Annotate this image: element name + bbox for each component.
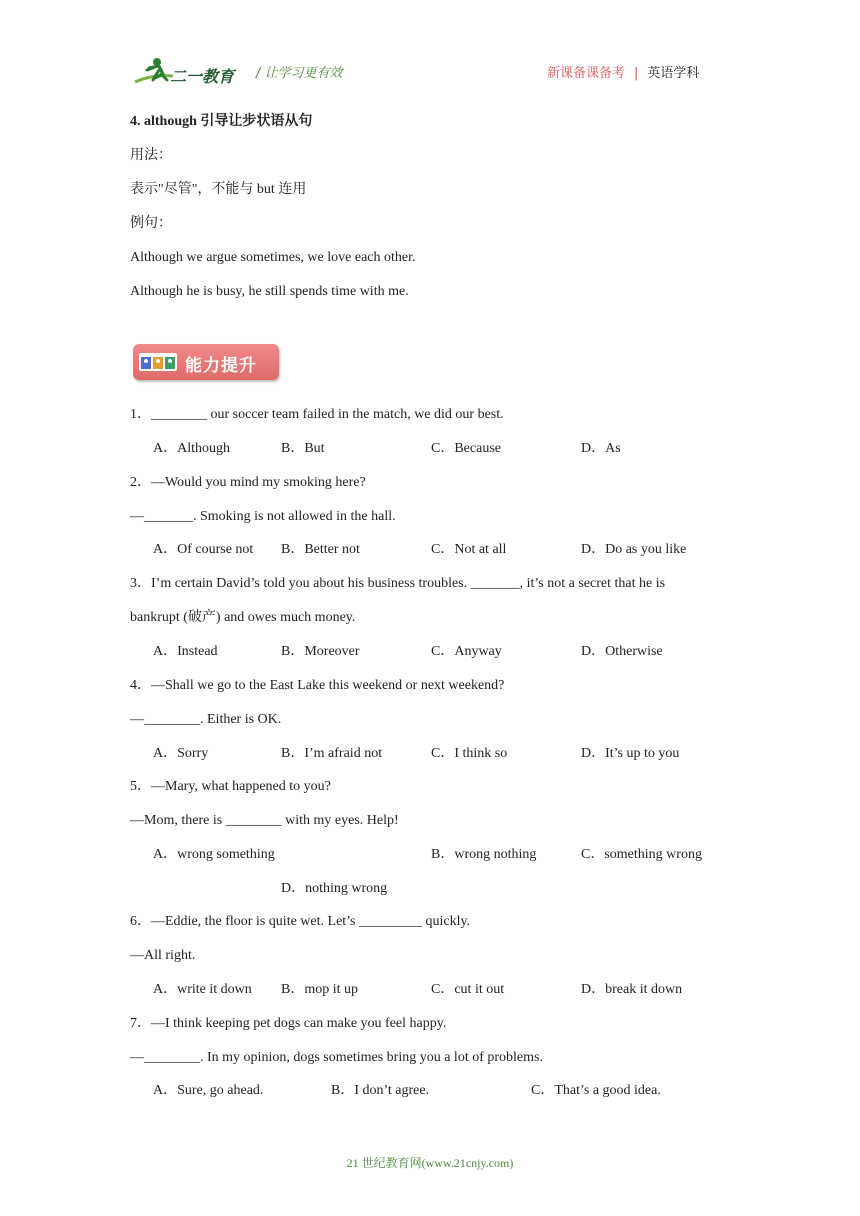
question-text: —________. In my opinion, dogs sometimes bring you a lot of problems. [130,1050,543,1065]
option: B．Moreover [281,644,360,659]
header-subject: 英语学科 [647,66,700,81]
question-text: —________. Either is OK. [130,712,282,727]
example-sentence: Although we argue sometimes, we love each other. [130,250,416,265]
option: A．Sure, go ahead. [153,1083,264,1098]
example-sentence: Although he is busy, he still spends time with me. [130,284,409,299]
option: C．Not at all [431,542,507,557]
option: B．wrong nothing [431,847,537,862]
option: A．Although [153,441,230,456]
section-badge-icon [139,353,177,371]
option: D．nothing wrong [281,881,388,896]
header-right [547,62,699,81]
page-footer: 21 世纪教育网(www.21cnjy.com) [346,1156,514,1170]
question-text: 2．—Would you mind my smoking here? [130,475,366,490]
question-text: 5．—Mary, what happened to you? [130,779,331,794]
question-text: —_______. Smoking is not allowed in the hall. [130,509,396,524]
header-divider: | [634,66,639,81]
option: A．Instead [153,644,218,659]
section-badge-label: 能力提升 [185,356,257,376]
header-slogan: / 让学习更有效 [256,66,343,81]
option: A．wrong something [153,847,275,862]
option: D．Otherwise [581,644,663,659]
option: B．Better not [281,542,360,557]
option: A．Of course not [153,542,254,557]
option: B．I don’t agree. [331,1083,430,1098]
option: C．Because [431,441,501,456]
question-text: 3．I’m certain David’s told you about his business troubles. _______, it’s not a secret that he is [130,576,666,591]
option: C．cut it out [431,982,505,997]
question-text: bankrupt (破产) and owes much money. [130,610,356,625]
usage-label: 用法： [130,148,172,163]
question-text: —All right. [130,948,196,963]
option: A．Sorry [153,746,209,761]
option: D．Do as you like [581,542,687,557]
option: C．That’s a good idea. [531,1083,661,1098]
option: C．Anyway [431,644,502,659]
question-text: 7．—I think keeping pet dogs can make you feel happy. [130,1016,447,1031]
question-text: 6．—Eddie, the floor is quite wet. Let’s _________ quickly. [130,914,471,929]
option: B．But [281,441,325,456]
option: C．I think so [431,746,508,761]
option: C．something wrong [581,847,702,862]
option: D．As [581,441,621,456]
section-badge [133,344,279,380]
question-text: —Mom, there is ________ with my eyes. Help! [130,813,399,828]
example-label: 例句： [130,216,172,231]
option: D．break it down [581,982,683,997]
question-text: 1．________ our soccer team failed in the match, we did our best. [130,407,504,422]
option: B．mop it up [281,982,359,997]
logo-text: 二一教育 [170,67,235,86]
header-course-label: 新课备课备考 [547,66,626,81]
option: A．write it down [153,982,252,997]
question-text: 4．—Shall we go to the East Lake this weekend or next weekend? [130,678,505,693]
option: B．I’m afraid not [281,746,383,761]
option: D．It’s up to you [581,746,680,761]
usage-text: 表示"尽管"，不能与 but 连用 [130,182,307,197]
grammar-title: 4. although 引导让步状语从句 [130,114,313,129]
